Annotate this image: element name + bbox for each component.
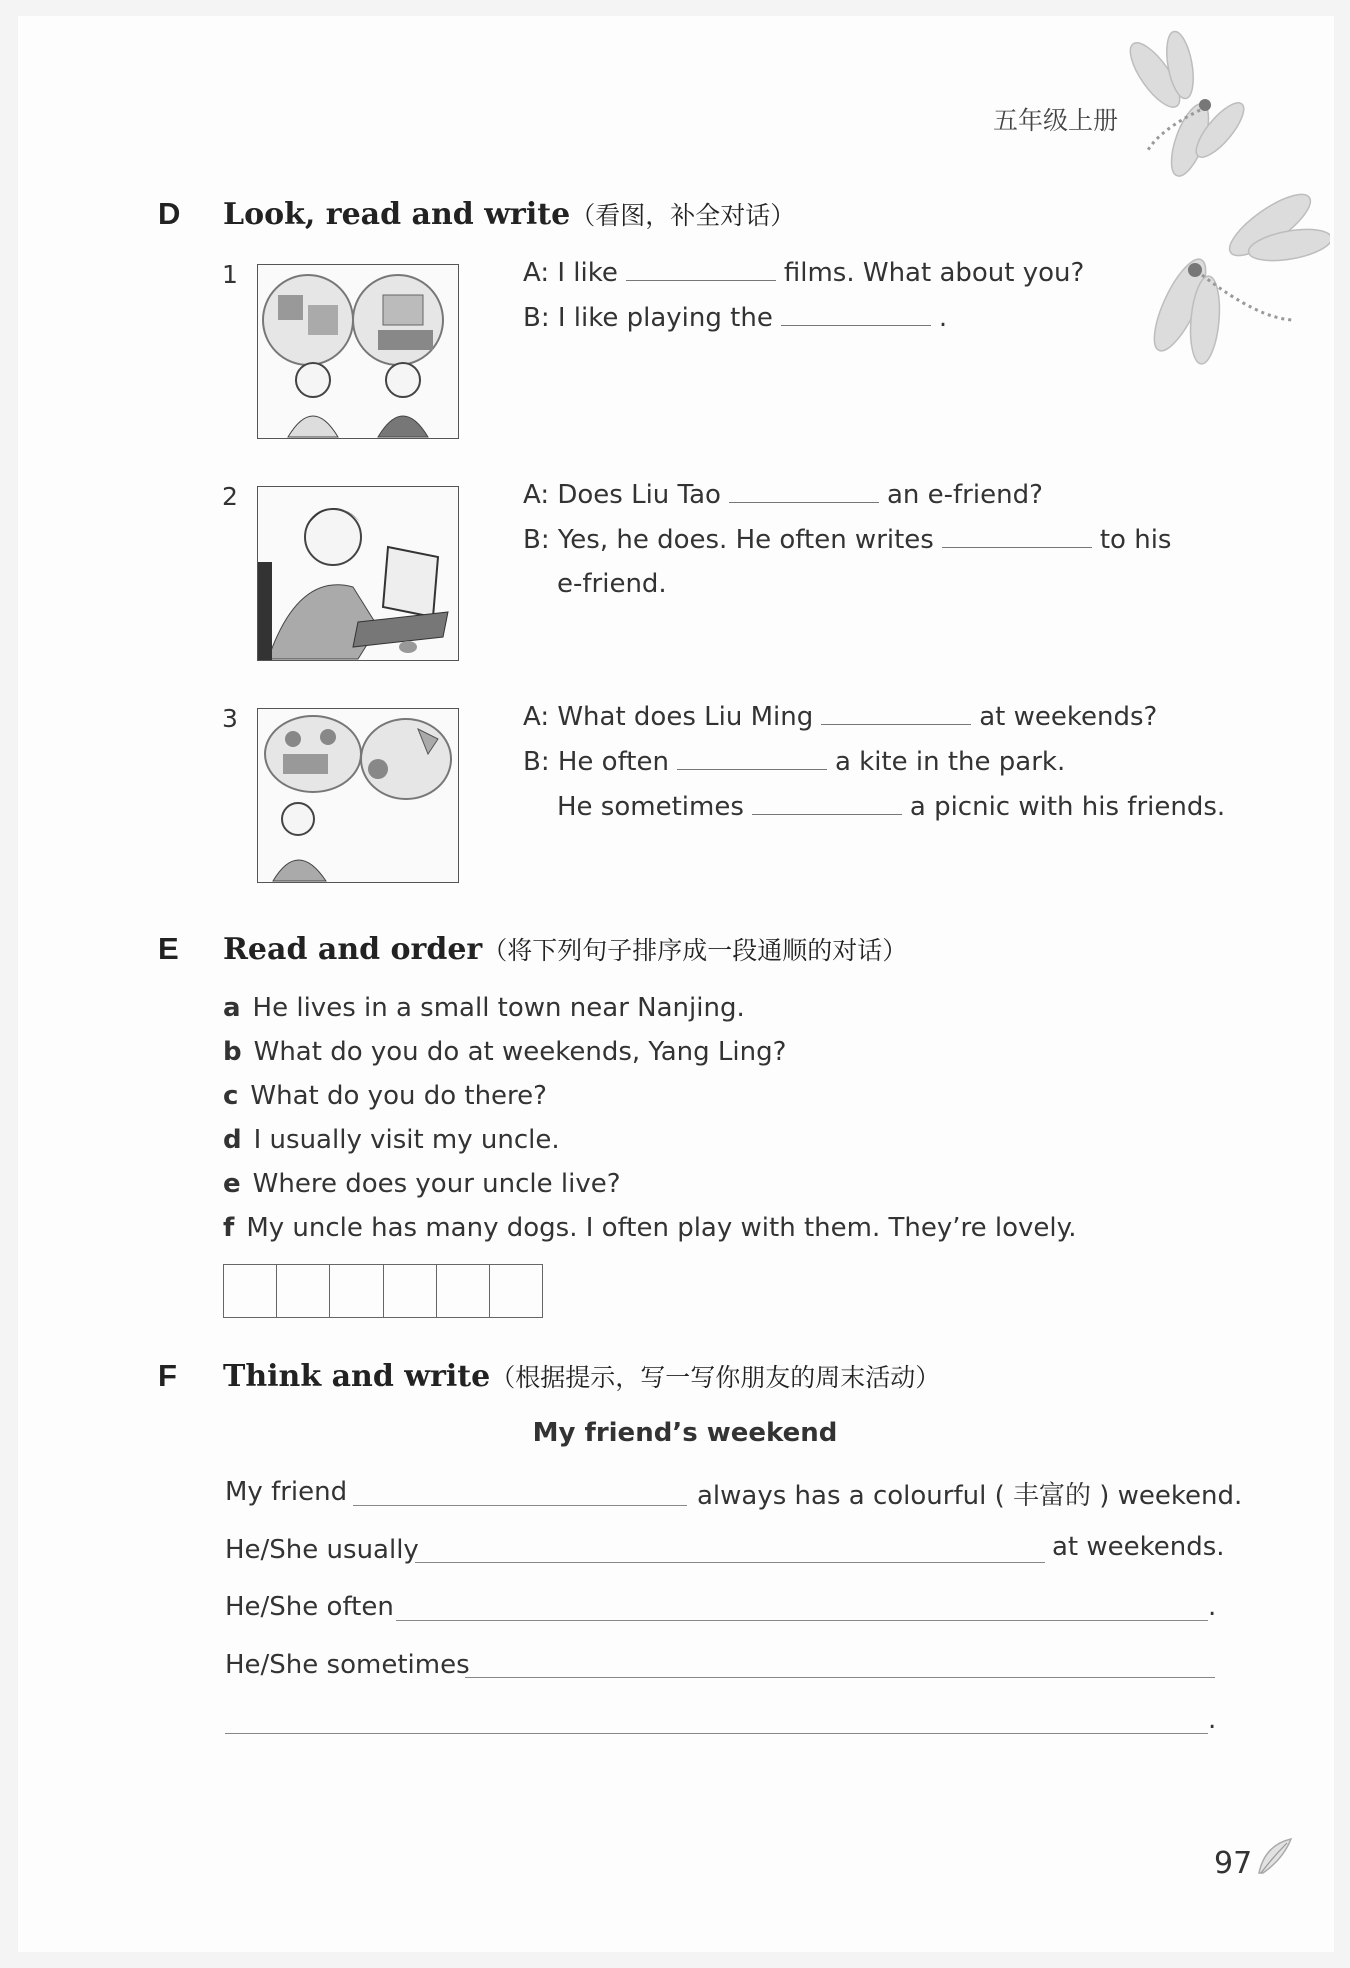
item-2-a-post: an e-friend?: [886, 480, 1043, 510]
write-line-5-post: .: [1208, 1705, 1217, 1735]
item-3-line-c: [557, 792, 1225, 822]
item-1-number: 1: [222, 260, 238, 289]
write-line-1-post: always has a colourful ( 丰富的 ) weekend.: [697, 1481, 1243, 1511]
option-f: [223, 1213, 1077, 1243]
item-2-line-a: [523, 480, 1043, 510]
section-e-title: [223, 931, 907, 967]
option-e: [223, 1169, 621, 1199]
section-f-subtitle: （根据提示，写一写你朋友的周末活动）: [490, 1363, 941, 1392]
item-1-a-pre: A: I like: [523, 258, 618, 288]
write-line-3-pre: He/She often: [225, 1592, 394, 1622]
item-1-picture: [257, 264, 459, 439]
item-3-blank-b[interactable]: [677, 747, 827, 770]
write-line-3-post: .: [1208, 1592, 1217, 1622]
item-3-c-post: a picnic with his friends.: [909, 792, 1226, 822]
item-3-picture: [257, 708, 459, 883]
option-e-text: Where does your uncle live?: [252, 1169, 621, 1199]
option-a: [223, 993, 745, 1023]
answer-box[interactable]: [384, 1265, 437, 1317]
option-b: [223, 1037, 786, 1067]
section-f-title: [223, 1358, 940, 1394]
write-blank-2[interactable]: [415, 1562, 1045, 1563]
section-d-letter: D: [158, 196, 181, 231]
option-f-text: My uncle has many dogs. I often play with them. They’re lovely.: [246, 1213, 1077, 1243]
write-blank-1[interactable]: [353, 1505, 687, 1506]
section-e-subtitle: （将下列句子排序成一段通顺的对话）: [482, 936, 908, 965]
page-number: 97: [1214, 1846, 1253, 1881]
item-2-a-pre: A: Does Liu Tao: [523, 480, 721, 510]
option-d-key: d: [223, 1125, 242, 1155]
item-2-line-b: [523, 525, 1171, 555]
section-f-title-text: Think and write: [223, 1359, 491, 1394]
item-3-b-post: a kite in the park.: [834, 747, 1066, 777]
answer-box[interactable]: [277, 1265, 330, 1317]
item-3-line-a: [523, 702, 1157, 732]
dragonfly-illustration: [1120, 20, 1330, 380]
section-e-title-text: Read and order: [223, 932, 483, 967]
write-blank-4[interactable]: [465, 1677, 1215, 1678]
item-3-blank-c[interactable]: [752, 792, 902, 815]
item-1-line-b: [523, 303, 947, 333]
item-3-a-post: at weekends?: [979, 702, 1158, 732]
item-1-b-pre: B: I like playing the: [523, 303, 773, 333]
answer-box[interactable]: [330, 1265, 383, 1317]
item-2-picture: [257, 486, 459, 661]
section-d-subtitle: （看图，补全对话）: [570, 201, 796, 230]
item-3-c-pre: He sometimes: [557, 792, 744, 822]
section-e-letter: E: [158, 931, 179, 966]
write-blank-5[interactable]: [225, 1733, 1208, 1734]
section-d-title: [223, 196, 795, 232]
option-f-key: f: [223, 1213, 235, 1243]
option-a-text: He lives in a small town near Nanjing.: [252, 993, 745, 1023]
item-1-a-post: films. What about you?: [783, 258, 1085, 288]
item-1-blank-a[interactable]: [626, 258, 776, 281]
grade-label: 五年级上册: [993, 106, 1119, 135]
item-3-number: 3: [222, 704, 238, 733]
item-1-blank-b[interactable]: [781, 303, 931, 326]
write-line-4-pre: He/She sometimes: [225, 1650, 470, 1680]
item-3-b-pre: B: He often: [523, 747, 669, 777]
leaf-icon: [1255, 1835, 1295, 1877]
section-d-title-text: Look, read and write: [223, 197, 571, 232]
option-d: [223, 1125, 560, 1155]
item-2-number: 2: [222, 482, 238, 511]
order-answer-boxes: [223, 1264, 543, 1318]
section-f-letter: F: [158, 1358, 177, 1393]
answer-box[interactable]: [437, 1265, 490, 1317]
answer-box[interactable]: [224, 1265, 277, 1317]
item-2-b-post: to his: [1099, 525, 1172, 555]
answer-box[interactable]: [490, 1265, 542, 1317]
write-line-2-post: at weekends.: [1052, 1532, 1225, 1562]
option-e-key: e: [223, 1169, 241, 1199]
item-2-b-pre: B: Yes, he does. He often writes: [523, 525, 934, 555]
item-3-a-pre: A: What does Liu Ming: [523, 702, 814, 732]
writing-heading: My friend’s weekend: [532, 1418, 838, 1448]
option-b-key: b: [223, 1037, 242, 1067]
item-3-blank-a[interactable]: [821, 702, 971, 725]
item-2-blank-b[interactable]: [942, 525, 1092, 548]
write-line-1-pre: My friend: [225, 1477, 348, 1507]
write-blank-3[interactable]: [396, 1620, 1208, 1621]
option-a-key: a: [223, 993, 241, 1023]
option-c-key: c: [223, 1081, 239, 1111]
option-c: [223, 1081, 547, 1111]
option-d-text: I usually visit my uncle.: [253, 1125, 560, 1155]
item-1-b-post: .: [938, 303, 948, 333]
write-line-2-pre: He/She usually: [225, 1535, 419, 1565]
item-1-line-a: [523, 258, 1084, 288]
item-2-line-b-cont: e-friend.: [557, 569, 667, 599]
item-2-blank-a[interactable]: [729, 480, 879, 503]
item-3-line-b: [523, 747, 1065, 777]
option-b-text: What do you do at weekends, Yang Ling?: [253, 1037, 787, 1067]
option-c-text: What do you do there?: [250, 1081, 547, 1111]
